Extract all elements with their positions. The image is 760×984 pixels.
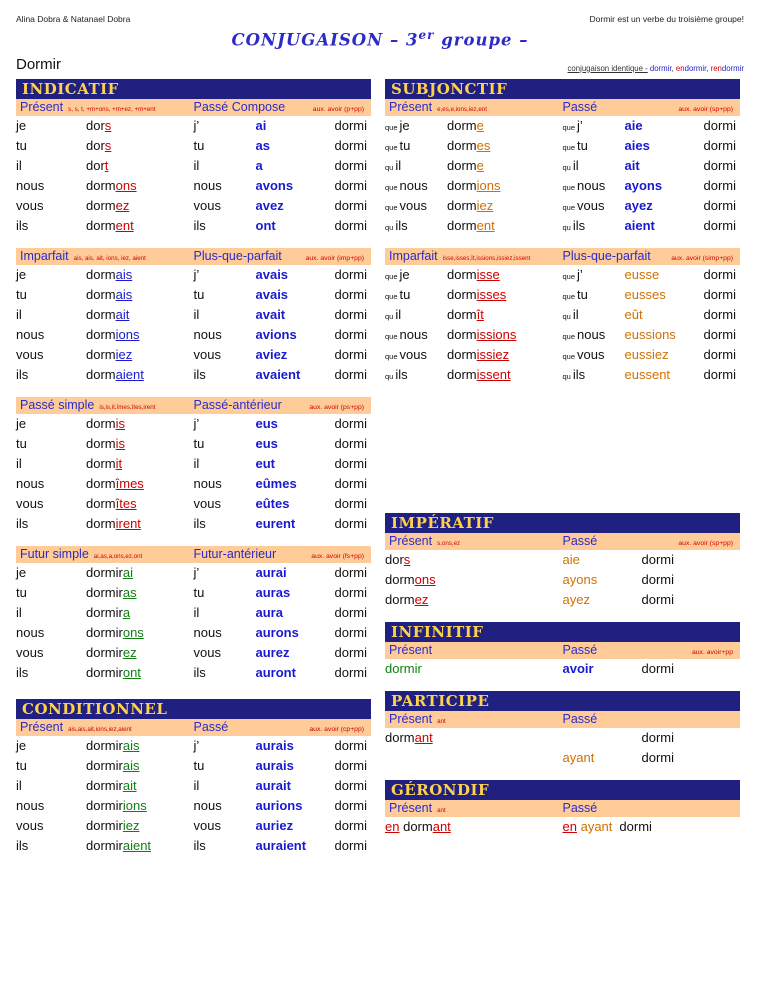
mode-gerondif: GÉRONDIF bbox=[385, 780, 740, 800]
block-infinitif bbox=[385, 661, 740, 681]
row: vous dormiriez bbox=[16, 817, 140, 833]
row: ayant dormi bbox=[562, 749, 675, 765]
label-subj-passe: Passé bbox=[562, 99, 598, 114]
row: il aurait dormi bbox=[193, 777, 368, 793]
band-passe-simple bbox=[20, 398, 194, 412]
row: dors bbox=[385, 551, 411, 567]
band-imp-present bbox=[389, 534, 563, 548]
endings-cond: ais,ais,ait,ions,iez,aient bbox=[68, 725, 132, 733]
row: il dormira bbox=[16, 604, 131, 620]
label-passe-compose: Passé Compose bbox=[193, 99, 286, 114]
band-pqp bbox=[194, 249, 368, 263]
row: il dormait bbox=[16, 306, 130, 322]
label-ger-present: Présent bbox=[389, 800, 433, 815]
list-part-passe bbox=[563, 730, 741, 770]
band-passe-anterieur bbox=[194, 398, 368, 412]
band-participe bbox=[385, 711, 740, 728]
row: qu ils eussent dormi bbox=[562, 366, 737, 382]
band-imp-passe bbox=[563, 534, 737, 548]
list-passe-compose bbox=[194, 118, 372, 238]
label-imparfait: Imparfait bbox=[20, 248, 69, 263]
row: ils auront dormi bbox=[193, 664, 368, 680]
band-present-passecompose bbox=[16, 99, 371, 116]
label-imp-present: Présent bbox=[389, 533, 433, 548]
band-part-passe bbox=[563, 712, 737, 726]
band-imparfait-pqp bbox=[16, 248, 371, 265]
aux-note-subj-pqp: aux. avoir (simp+pp) bbox=[671, 254, 733, 262]
identical-item-0: dormir bbox=[649, 63, 672, 73]
list-inf-present bbox=[385, 661, 563, 681]
row: tu eus dormi bbox=[193, 435, 368, 451]
endings-imperatif: s,ons,ez bbox=[437, 539, 461, 547]
band-gerondif bbox=[385, 800, 740, 817]
band-subj-imparfait bbox=[389, 249, 563, 263]
label-pqp: Plus-que-parfait bbox=[193, 248, 282, 263]
label-futur-simple: Futur simple bbox=[20, 546, 89, 561]
label-cond-passe: Passé bbox=[193, 719, 229, 734]
row: dormant bbox=[385, 729, 433, 745]
aux-note-fa: aux. avoir (fs+pp) bbox=[311, 552, 364, 560]
row: j’ aurais dormi bbox=[193, 737, 368, 753]
endings-subj-imparfait: isse,isses,ît,issions,issiez,issent bbox=[442, 254, 531, 262]
row: ils dormiraient bbox=[16, 837, 152, 853]
endings-present: s, s, t, +m+ons, +m+ez, +m+ent bbox=[68, 105, 156, 113]
row: dormez bbox=[385, 591, 429, 607]
row: qu il eût dormi bbox=[562, 306, 737, 322]
row: ils auraient dormi bbox=[193, 837, 368, 853]
label-imp-passe: Passé bbox=[562, 533, 598, 548]
row: que je dorme bbox=[385, 117, 484, 133]
label-inf-present: Présent bbox=[389, 642, 433, 657]
band-ger-passe bbox=[563, 801, 737, 815]
list-subj-pqp bbox=[563, 267, 741, 387]
row: je dors bbox=[16, 117, 112, 133]
row: nous aurons dormi bbox=[193, 624, 368, 640]
label-ger-passe: Passé bbox=[562, 800, 598, 815]
band-imperatif bbox=[385, 533, 740, 550]
row: nous dormions bbox=[16, 326, 140, 342]
band-futur-anterieur bbox=[194, 547, 368, 561]
row: j’ avais dormi bbox=[193, 266, 368, 282]
label-part-passe: Passé bbox=[562, 711, 598, 726]
band-futur-simple bbox=[20, 547, 194, 561]
band-inf-present bbox=[389, 643, 563, 657]
label-futur-anterieur: Futur-antérieur bbox=[193, 546, 277, 561]
label-subj-imparfait: Imparfait bbox=[389, 248, 438, 263]
row: il a dormi bbox=[193, 157, 368, 173]
row: que vous ayez dormi bbox=[562, 197, 737, 213]
aux-note-pc: aux. avoir (p+pp) bbox=[312, 105, 364, 113]
label-subj-pqp: Plus-que-parfait bbox=[562, 248, 651, 263]
row: vous eûtes dormi bbox=[193, 495, 368, 511]
row: que tu aies dormi bbox=[562, 137, 737, 153]
block-imperatif bbox=[385, 552, 740, 612]
mode-conditionnel: CONDITIONNEL bbox=[16, 699, 371, 719]
row: avoir dormi bbox=[562, 660, 675, 676]
row: nous dormîmes bbox=[16, 475, 144, 491]
row: que nous ayons dormi bbox=[562, 177, 737, 193]
row: que je dormisse bbox=[385, 266, 500, 282]
row: que vous dormissiez bbox=[385, 346, 510, 362]
list-subj-passe bbox=[563, 118, 741, 238]
columns bbox=[16, 79, 744, 858]
list-ger-passe bbox=[563, 819, 741, 839]
page-title bbox=[16, 28, 744, 50]
row: que vous dormiez bbox=[385, 197, 494, 213]
row: que tu dormisses bbox=[385, 286, 507, 302]
right-column bbox=[385, 79, 740, 858]
sep2: , bbox=[706, 63, 709, 73]
row: il aura dormi bbox=[193, 604, 368, 620]
row: qu il dormît bbox=[385, 306, 484, 322]
mode-indicatif: INDICATIF bbox=[16, 79, 371, 99]
page-title-tail: groupe – bbox=[434, 30, 529, 50]
band-cond-passe bbox=[194, 720, 368, 734]
row: tu dormis bbox=[16, 435, 126, 451]
band-ger-present bbox=[389, 801, 563, 815]
mode-subjonctif: SUBJONCTIF bbox=[385, 79, 740, 99]
row: ayons dormi bbox=[562, 571, 675, 587]
row: vous dormiez bbox=[16, 346, 133, 362]
row: en dorm ant bbox=[385, 818, 451, 834]
row: ils avaient dormi bbox=[193, 366, 368, 382]
row: aie dormi bbox=[562, 551, 675, 567]
band-cond-present bbox=[20, 720, 194, 734]
block-subj-present-passe bbox=[385, 118, 740, 238]
row: tu aurais dormi bbox=[193, 757, 368, 773]
verb-name: Dormir bbox=[16, 55, 61, 73]
row: nous dormirons bbox=[16, 624, 144, 640]
left-column bbox=[16, 79, 371, 858]
list-present bbox=[16, 118, 194, 238]
list-subj-imparfait bbox=[385, 267, 563, 387]
label-part-present: Présent bbox=[389, 711, 433, 726]
row: nous avions dormi bbox=[193, 326, 368, 342]
row: tu avais dormi bbox=[193, 286, 368, 302]
row: il dort bbox=[16, 157, 109, 173]
row: ils ont dormi bbox=[193, 217, 368, 233]
block-cond bbox=[16, 738, 371, 858]
row: je dormis bbox=[16, 415, 126, 431]
band-inf-passe bbox=[563, 643, 737, 657]
band-imparfait bbox=[20, 249, 194, 263]
row: j’ eus dormi bbox=[193, 415, 368, 431]
band-subj-imparfait-pqp bbox=[385, 248, 740, 265]
row: vous dormirez bbox=[16, 644, 137, 660]
list-imp-passe bbox=[563, 552, 741, 612]
verb-line bbox=[16, 56, 744, 73]
row: vous auriez dormi bbox=[193, 817, 368, 833]
block-subj-imparfait-pqp bbox=[385, 267, 740, 387]
identical-item-1: endormir bbox=[675, 63, 707, 73]
row: dormi bbox=[641, 729, 675, 745]
row: tu dormais bbox=[16, 286, 133, 302]
row: qu ils aient dormi bbox=[562, 217, 737, 233]
row: il eut dormi bbox=[193, 455, 368, 471]
block-futur bbox=[16, 565, 371, 685]
row: dormir bbox=[385, 660, 422, 676]
list-passe-anterieur bbox=[194, 416, 372, 536]
block-ps-pa bbox=[16, 416, 371, 536]
row: que tu eusses dormi bbox=[562, 286, 737, 302]
list-imp-present bbox=[385, 552, 563, 612]
aux-note-subj-passe: aux. avoir (sp+pp) bbox=[678, 105, 733, 113]
row: vous dormez bbox=[16, 197, 130, 213]
band-present bbox=[20, 100, 194, 114]
endings-gerondif: ant bbox=[437, 806, 446, 814]
block-gerondif bbox=[385, 819, 740, 839]
row: tu auras dormi bbox=[193, 584, 368, 600]
row: que nous eussions dormi bbox=[562, 326, 737, 342]
row: je dormais bbox=[16, 266, 133, 282]
row: nous avons dormi bbox=[193, 177, 368, 193]
label-passe-simple: Passé simple bbox=[20, 397, 95, 412]
row: que vous eussiez dormi bbox=[562, 346, 737, 362]
list-ger-present bbox=[385, 819, 563, 839]
list-passe-simple bbox=[16, 416, 194, 536]
row: il dormit bbox=[16, 455, 123, 471]
endings-participe: ant bbox=[437, 717, 446, 725]
mode-infinitif: INFINITIF bbox=[385, 622, 740, 642]
band-cond bbox=[16, 719, 371, 736]
row: ils dormaient bbox=[16, 366, 144, 382]
endings-subj-present: e,es,e,ions,iez,ent bbox=[437, 105, 487, 113]
band-passesimple-passeanterieur bbox=[16, 397, 371, 414]
row: ils eurent dormi bbox=[193, 515, 368, 531]
band-futur bbox=[16, 546, 371, 563]
list-futur-anterieur bbox=[194, 565, 372, 685]
row: que nous dormions bbox=[385, 177, 501, 193]
identical-conjugations bbox=[568, 64, 744, 73]
row: je dormirais bbox=[16, 737, 140, 753]
sep1: , bbox=[671, 63, 674, 73]
row: nous dormirions bbox=[16, 797, 147, 813]
row: tu as dormi bbox=[193, 137, 368, 153]
row: qu ils dormissent bbox=[385, 366, 511, 382]
list-futur-simple bbox=[16, 565, 194, 685]
row: en ayant dormi bbox=[562, 818, 652, 834]
row: ils dormirent bbox=[16, 515, 141, 531]
endings-passe-simple: is,is,it,îmes,îtes,irent bbox=[99, 403, 156, 411]
row: tu dormirais bbox=[16, 757, 140, 773]
list-subj-present bbox=[385, 118, 563, 238]
row: il dormirait bbox=[16, 777, 137, 793]
row: que j’ eusse dormi bbox=[562, 266, 737, 282]
list-imparfait bbox=[16, 267, 194, 387]
label-subj-present: Présent bbox=[389, 99, 433, 114]
row: nous dormons bbox=[16, 177, 137, 193]
row: qu ils dorment bbox=[385, 217, 495, 233]
identical-item-2: rendormir bbox=[710, 63, 744, 73]
band-subj-passe bbox=[563, 100, 737, 114]
row: vous aviez dormi bbox=[193, 346, 368, 362]
aux-note-pqp: aux. avoir (imp+pp) bbox=[305, 254, 364, 262]
row: nous eûmes dormi bbox=[193, 475, 368, 491]
row: il avait dormi bbox=[193, 306, 368, 322]
row: ils dorment bbox=[16, 217, 134, 233]
label-cond-present: Présent bbox=[20, 719, 64, 734]
row: que tu dormes bbox=[385, 137, 491, 153]
endings-imparfait: ais, ais, ait, ions, iez, aient bbox=[73, 254, 146, 262]
row: ayez dormi bbox=[562, 591, 675, 607]
label-present: Présent bbox=[20, 99, 64, 114]
header-note: Dormir est un verbe du troisième groupe! bbox=[589, 14, 744, 24]
block-imparfait-pqp bbox=[16, 267, 371, 387]
row: qu il dorme bbox=[385, 157, 484, 173]
band-subj-pqp bbox=[563, 249, 737, 263]
band-part-present bbox=[389, 712, 563, 726]
list-cond-passe bbox=[194, 738, 372, 858]
row: vous avez dormi bbox=[193, 197, 368, 213]
row: nous aurions dormi bbox=[193, 797, 368, 813]
band-infinitif bbox=[385, 642, 740, 659]
page-title-main: CONJUGAISON – 3 bbox=[231, 30, 419, 50]
list-inf-passe bbox=[563, 661, 741, 681]
page-header bbox=[16, 14, 744, 24]
row: qu il ait dormi bbox=[562, 157, 737, 173]
row: dormons bbox=[385, 571, 436, 587]
row: que nous dormissions bbox=[385, 326, 517, 342]
row: vous aurez dormi bbox=[193, 644, 368, 660]
band-passe-compose bbox=[194, 100, 368, 114]
aux-note-cp: aux. avoir (cp+pp) bbox=[309, 725, 364, 733]
row: j’ aurai dormi bbox=[193, 564, 368, 580]
block-participe bbox=[385, 730, 740, 770]
aux-note-imp-passe: aux. avoir (sp+pp) bbox=[678, 539, 733, 547]
label-inf-passe: Passé bbox=[562, 642, 598, 657]
row bbox=[385, 750, 563, 770]
row: que j’ aie dormi bbox=[562, 117, 737, 133]
list-part-present bbox=[385, 730, 563, 770]
aux-note-pa: aux. avoir (ps+pp) bbox=[309, 403, 364, 411]
endings-futur: ai,as,a,ons,ez,ont bbox=[93, 552, 143, 560]
list-cond-present bbox=[16, 738, 194, 858]
row: tu dors bbox=[16, 137, 112, 153]
mode-participe: PARTICIPE bbox=[385, 691, 740, 711]
mode-imperatif: IMPÉRATIF bbox=[385, 513, 740, 533]
row: vous dormîtes bbox=[16, 495, 137, 511]
block-present-pc bbox=[16, 118, 371, 238]
band-subj-present bbox=[389, 100, 563, 114]
label-passe-anterieur: Passé-antérieur bbox=[193, 397, 282, 412]
authors: Alina Dobra & Natanael Dobra bbox=[16, 14, 131, 24]
row: je dormirai bbox=[16, 564, 133, 580]
page-title-sup: er bbox=[418, 28, 435, 42]
row: j’ ai dormi bbox=[193, 117, 368, 133]
row: ils dormiront bbox=[16, 664, 141, 680]
row: tu dormiras bbox=[16, 584, 137, 600]
band-subj-present-passe bbox=[385, 99, 740, 116]
aux-note-inf-passe: aux. avoir+pp bbox=[692, 648, 733, 656]
identical-label: conjugaison identique - bbox=[567, 63, 648, 73]
list-pqp bbox=[194, 267, 372, 387]
